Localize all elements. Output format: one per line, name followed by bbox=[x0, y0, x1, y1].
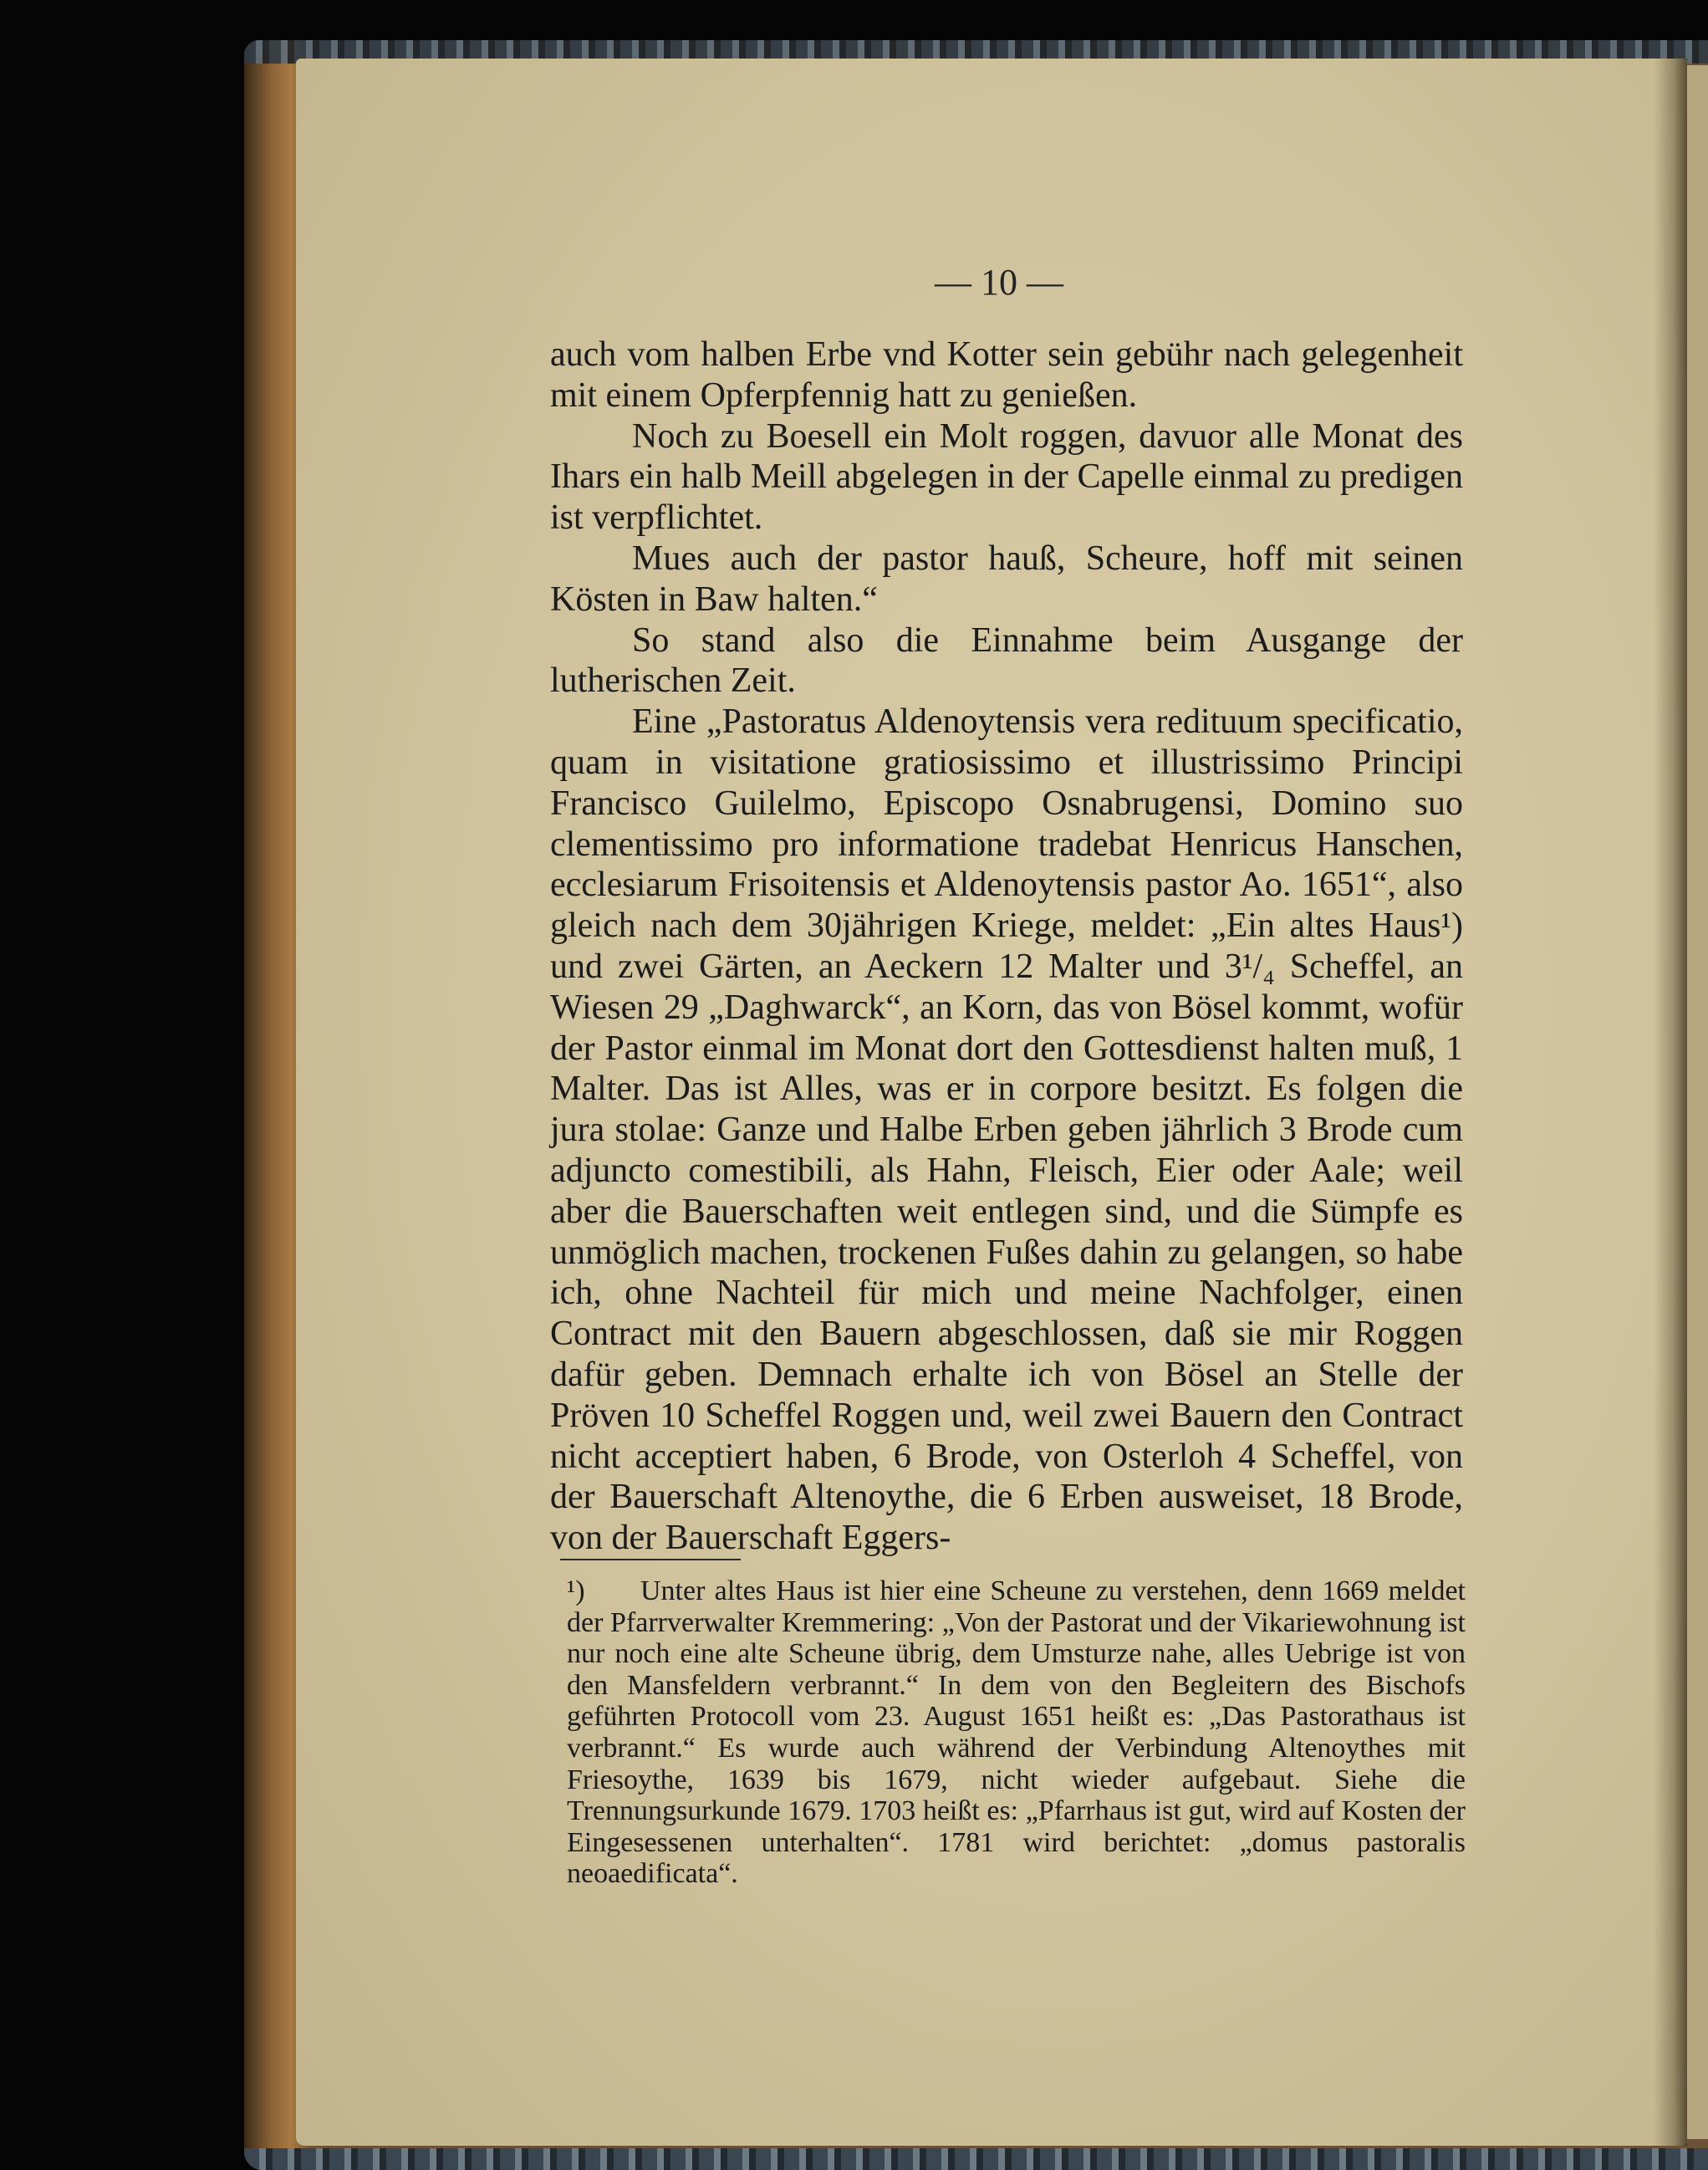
footnote bbox=[567, 1575, 1466, 1890]
bottom-marbled-edge bbox=[244, 2148, 1708, 2170]
footnote-text: Unter altes Haus ist hier eine Scheune zu verstehen, denn 1669 meldet der Pfarrverwalter Kremmering: „Von der Pastorat und der Vikariewohnung ist nur noch eine alte Scheune übrig, dem Umsturze nahe, alles Uebrige ist von den Mansfeldern verbrannt.“ In dem von den Begleitern des Bischofs geführten Protocoll vom 23. August 1651 heißt es: „Das Pastorathaus ist verbrannt.“ Es wurde auch während der Verbindung Altenoythes mit Friesoythe, 1639 bis 1679, nicht wieder aufgebaut. Siehe die Trennungsurkunde 1679. 1703 heißt es: „Pfarrhaus ist gut, wird auf Kosten der Eingesessenen unterhalten“. 1781 wird berichtet: „domus pastoralis neoaedificata“. bbox=[567, 1575, 1466, 1890]
paragraph: Mues auch der pastor hauß, Scheure, hoff mit seinen Kösten in Baw halten.“ bbox=[550, 539, 1463, 619]
body-text bbox=[550, 334, 1463, 1559]
paragraph: Eine „Pastoratus Aldenoytensis vera redituum specificatio, quam in visitatione gratiosissimo et illustrissimo Principi Francisco Guilelmo, Episcopo Osnabrugensi, Domino suo clementissimo pro informatione tradebat Henricus Hanschen, ecclesiarum Frisoitensis et Aldenoytensis pastor Ao. 1651“, also gleich nach dem 30jährigen Kriege, meldet: „Ein altes Haus¹) und zwei Gärten, an Aeckern 12 Malter und 3¹/₄ Scheffel, an Wiesen 29 „Daghwarck“, an Korn, das von Bösel kommt, wofür der Pastor einmal im Monat dort den Gottesdienst halten muß, 1 Malter. Das ist Alles, was er in corpore besitzt. Es folgen die jura stolae: Ganze und Halbe Erben geben jährlich 3 Brode cum adjuncto comestibili, als Hahn, Fleisch, Eier oder Aale; weil aber die Bauerschaften weit entlegen sind, und die Sümpfe es unmöglich machen, trockenen Fußes dahin zu gelangen, so habe ich, ohne Nachteil für mich und meine Nachfolger, einen Contract mit den Bauern abgeschlossen, daß sie mir Roggen dafür geben. Demnach erhalte ich von Bösel an Stelle der Pröven 10 Scheffel Roggen und, weil zwei Bauern den Contract nicht acceptiert haben, 6 Brode, von Osterloh 4 Scheffel, von der Bauerschaft Altenoythe, die 6 Erben ausweiset, 18 Brode, von der Bauerschaft Eggers- bbox=[550, 702, 1463, 1558]
page-number: — 10 — bbox=[935, 262, 1063, 303]
paragraph: Noch zu Boesell ein Molt roggen, davuor alle Monat des Ihars ein halb Meill abgelegen in der Capelle einmal zu predigen ist verpflichtet. bbox=[550, 416, 1463, 538]
footnote-mark: ¹) bbox=[567, 1575, 585, 1606]
page-gutter-shadow bbox=[1654, 59, 1687, 2146]
paragraph: auch vom halben Erbe vnd Kotter sein gebühr nach gelegenheit mit einem Opferpfennig hatt zu genießen. bbox=[550, 335, 1463, 415]
paragraph: So stand also die Einnahme beim Ausgange der lutherischen Zeit. bbox=[550, 620, 1463, 701]
footnote-rule bbox=[560, 1559, 741, 1560]
facing-page-edge bbox=[1687, 65, 1708, 2139]
